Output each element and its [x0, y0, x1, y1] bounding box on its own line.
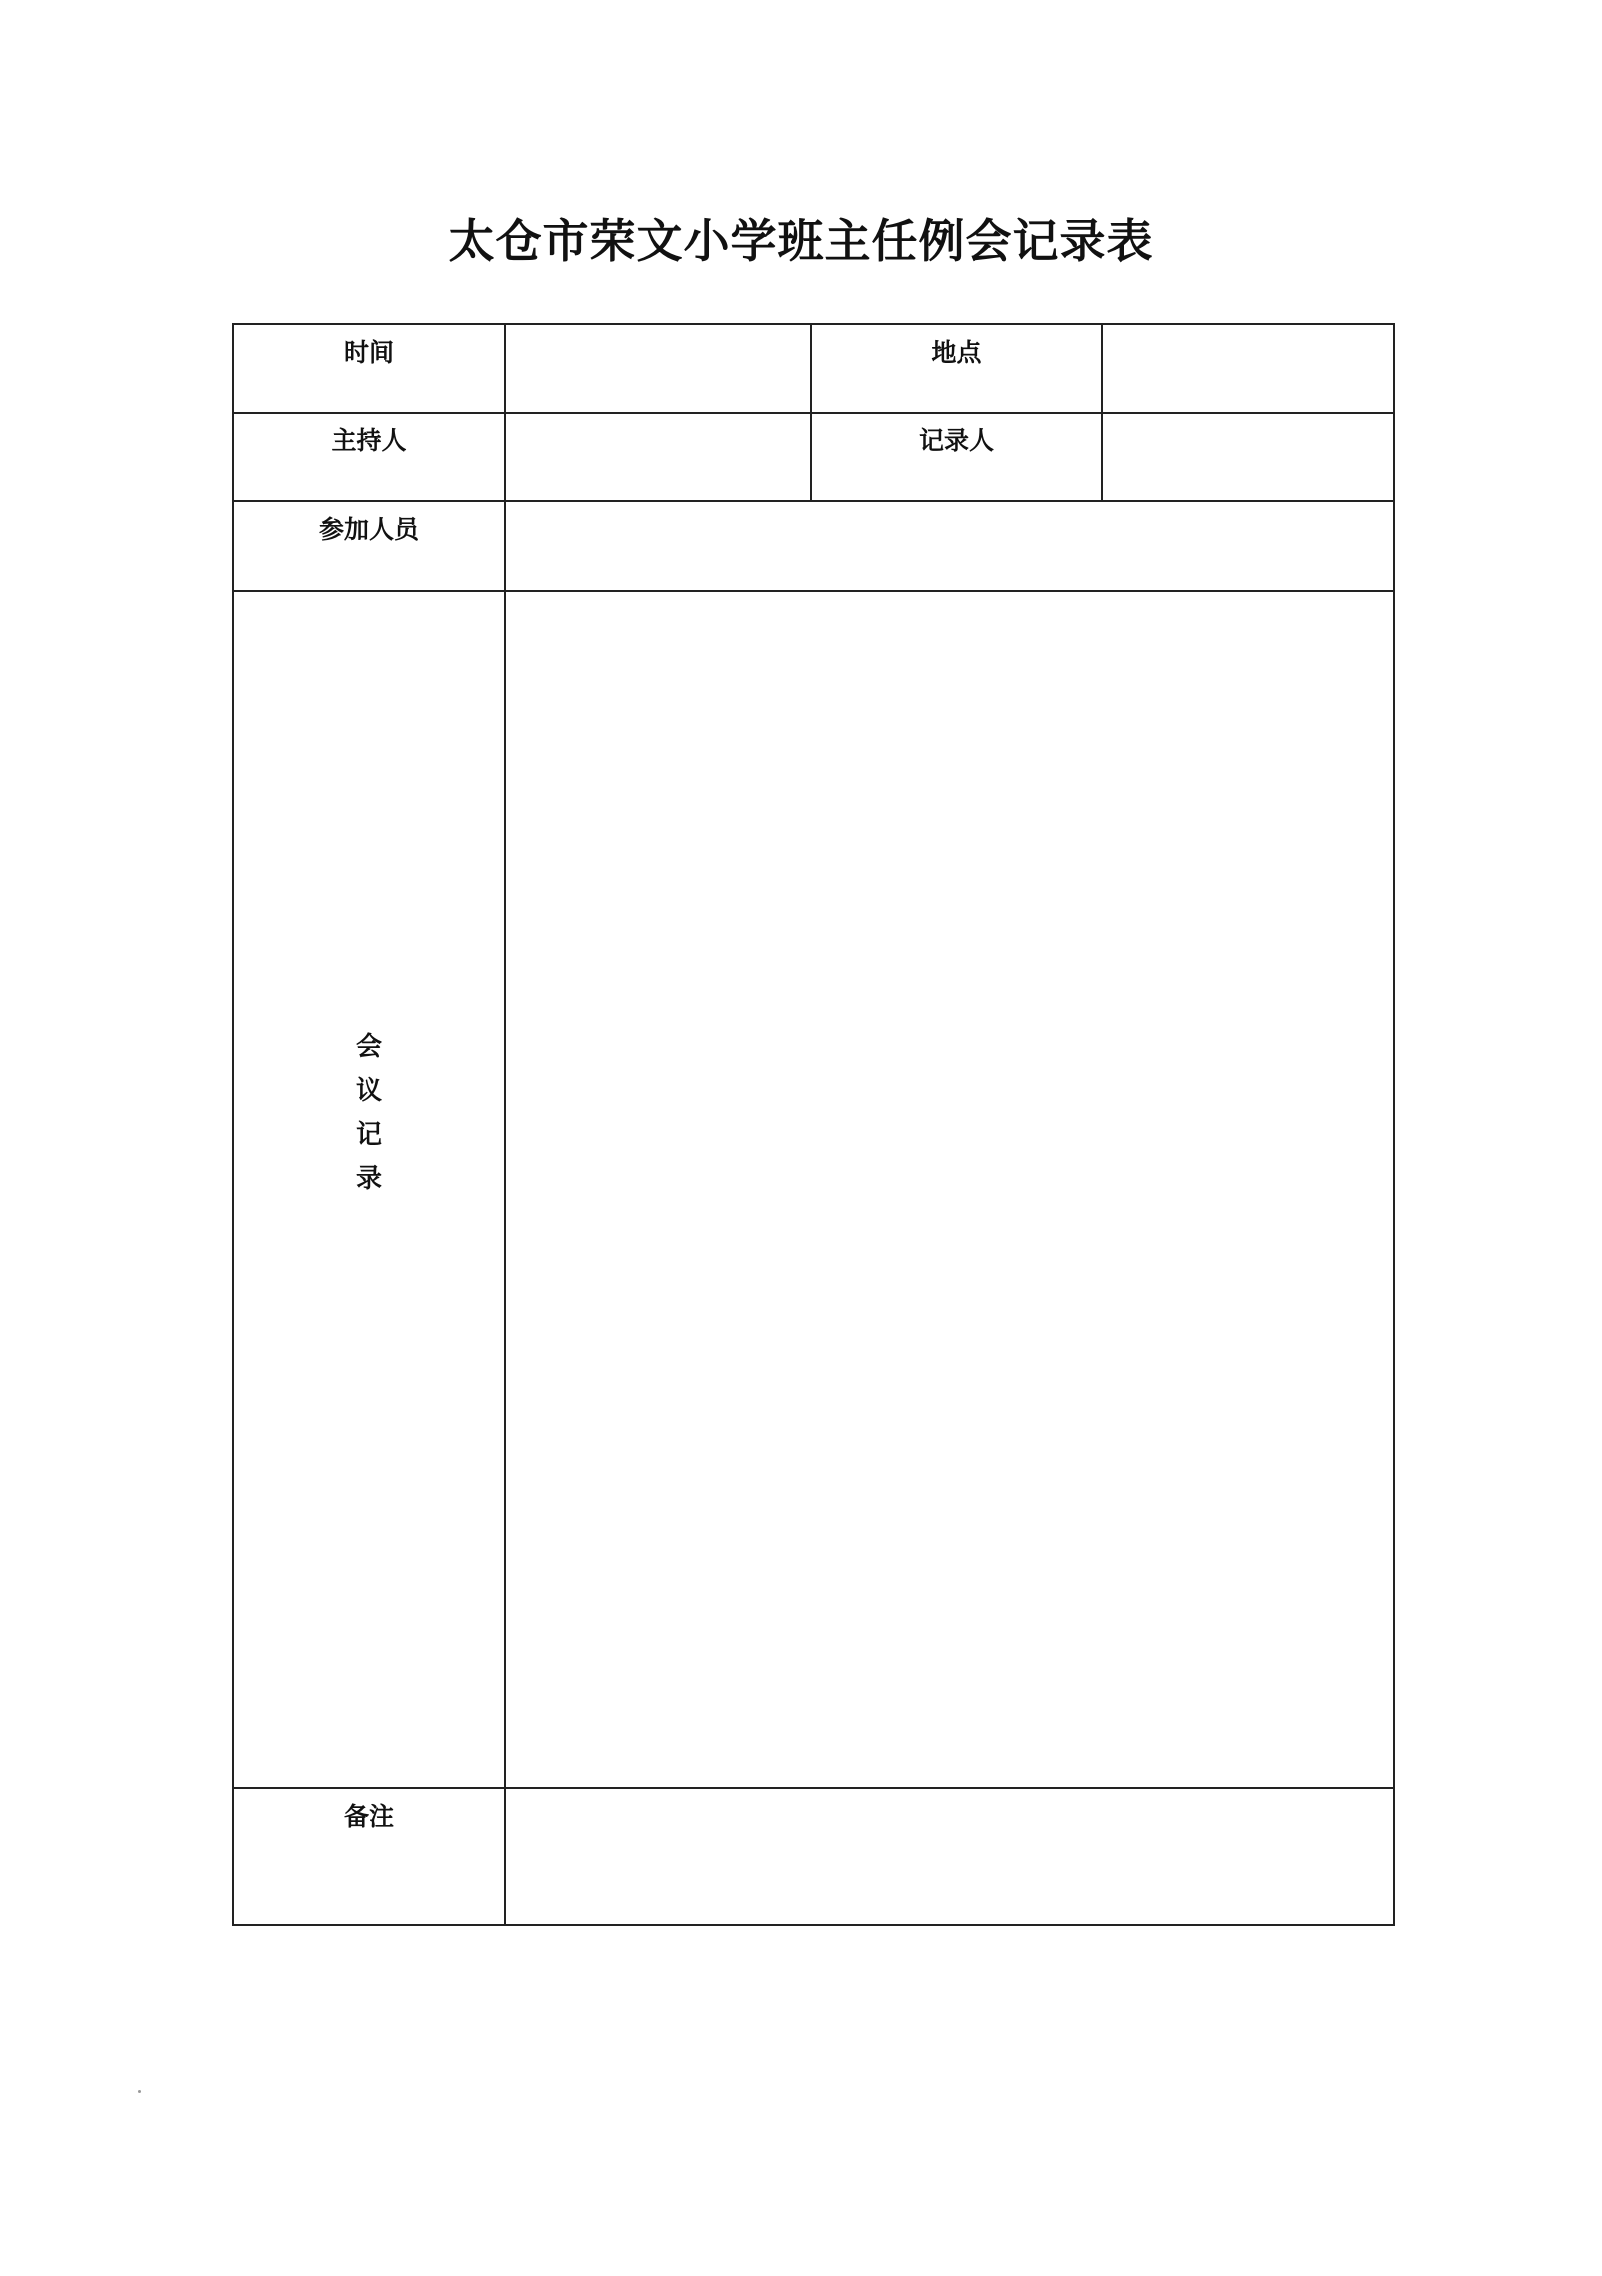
place-label: 地点	[931, 338, 982, 367]
page-title: 太仓市荣文小学班主任例会记录表	[448, 214, 1154, 268]
minutes-label	[234, 1025, 504, 1201]
row-divider	[234, 500, 1393, 502]
time-label: 时间	[343, 338, 394, 367]
column-divider	[1101, 325, 1103, 500]
minutes-label-char: 记	[355, 1120, 382, 1150]
row-divider	[234, 1787, 1393, 1789]
minutes-label-char: 会	[355, 1032, 382, 1062]
recorder-label: 记录人	[918, 426, 994, 455]
host-label: 主持人	[331, 426, 407, 455]
minutes-label-char: 录	[355, 1164, 382, 1194]
scan-speck	[138, 2090, 141, 2093]
attendees-label: 参加人员	[318, 515, 419, 544]
row-divider	[234, 412, 1393, 414]
remarks-label: 备注	[343, 1802, 394, 1831]
minutes-content	[506, 592, 1393, 1787]
minutes-label-char: 议	[355, 1076, 382, 1106]
meeting-record-table	[232, 323, 1395, 1926]
